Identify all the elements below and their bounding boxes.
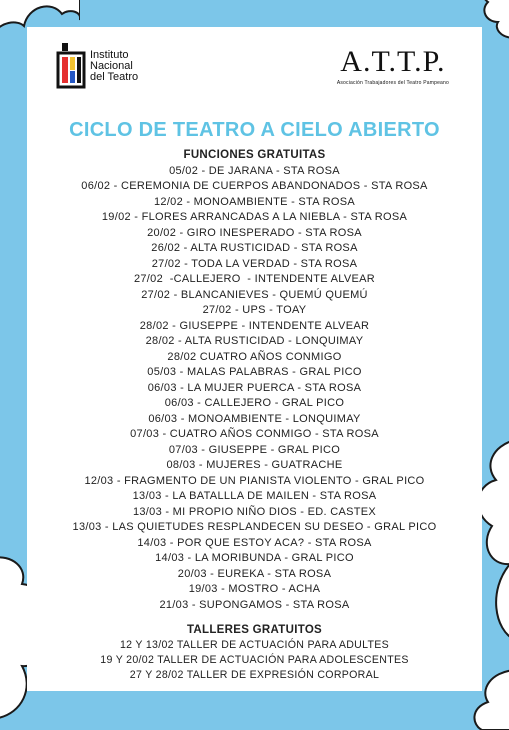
poster-card [27, 27, 482, 691]
int-logo-line-3: del Teatro [90, 70, 139, 83]
funcion-item: 08/03 - MUJERES - GUATRACHE [166, 459, 343, 471]
int-logo-icon [56, 43, 86, 89]
funcion-item: 19/03 - MOSTRO - ACHA [188, 583, 321, 595]
funcion-item: 12/02 - MONOAMBIENTE - STA ROSA [153, 195, 356, 208]
funcion-item: 21/03 - SUPONGAMOS - STA ROSA [159, 598, 350, 611]
poster-title: CICLO DE TEATRO A CIELO ABIERTO [69, 119, 440, 141]
attp-logo [337, 45, 449, 86]
funcion-item: 14/03 - LA MORIBUNDA - GRAL PICO [155, 552, 354, 564]
funcion-item: 20/02 - GIRO INESPERADO - STA ROSA [147, 226, 362, 239]
funcion-item: 12/03 - FRAGMENTO DE UN PIANISTA VIOLENTO - GRAL PICO [84, 474, 425, 487]
funcion-item: 20/03 - EUREKA - STA ROSA [177, 567, 332, 580]
funciones-list [27, 148, 482, 613]
taller-item: 27 Y 28/02 TALLER DE EXPRESIÓN CORPORAL [129, 669, 380, 681]
funcion-item: 27/02 - UPS - TOAY [202, 304, 307, 316]
int-logo-line-2: Nacional [90, 59, 133, 72]
funcion-item: 19/02 - FLORES ARRANCADAS A LA NIEBLA - STA ROSA [101, 211, 408, 223]
funcion-item: 14/03 - POR QUE ESTOY ACA? - STA ROSA [137, 536, 372, 549]
attp-logo-subtitle: Asociación Trabajadores del Teatro Pampeano [336, 80, 449, 86]
funcion-item: 06/03 - CALLEJERO - GRAL PICO [164, 397, 345, 409]
taller-item: 12 Y 13/02 TALLER DE ACTUACIÓN PARA ADULTES [119, 639, 390, 651]
funcion-item: 07/03 - CUATRO AÑOS CONMIGO - STA ROSA [130, 428, 379, 440]
funcion-item: 27/02 - TODA LA VERDAD - STA ROSA [151, 257, 358, 270]
funcion-item: 06/03 - LA MUJER PUERCA - STA ROSA [147, 381, 362, 394]
funcion-item: 27/02 - BLANCANIEVES - QUEMÚ QUEMÚ [141, 288, 368, 301]
funcion-item: 28/02 CUATRO AÑOS CONMIGO [167, 350, 342, 363]
funcion-item: 05/03 - MALAS PALABRAS - GRAL PICO [147, 366, 362, 378]
funcion-item: 13/03 - LAS QUIETUDES RESPLANDECEN SU DESEO - GRAL PICO [72, 521, 437, 533]
funcion-item: 28/02 - ALTA RUSTICIDAD - LONQUIMAY [145, 335, 364, 347]
funcion-item: 26/02 - ALTA RUSTICIDAD - STA ROSA [151, 242, 358, 254]
funcion-item: 07/03 - GIUSEPPE - GRAL PICO [168, 443, 341, 456]
funcion-item: 05/02 - DE JARANA - STA ROSA [169, 164, 340, 177]
funcion-item: 06/02 - CEREMONIA DE CUERPOS ABANDONADOS - STA ROSA [81, 180, 428, 192]
funcion-item: 28/02 - GIUSEPPE - INTENDENTE ALVEAR [139, 319, 370, 332]
instituto-nacional-teatro-logo [56, 43, 138, 89]
funcion-item: 27/02 -CALLEJERO - INTENDENTE ALVEAR [133, 273, 376, 285]
funcion-item: 13/03 - LA BATALLLA DE MAILEN - STA ROSA [132, 490, 377, 502]
talleres-heading: TALLERES GRATUITOS [186, 624, 323, 636]
funcion-item: 13/03 - MI PROPIO NIÑO DIOS - ED. CASTEX [132, 505, 377, 518]
funciones-heading: FUNCIONES GRATUITAS [183, 149, 326, 161]
talleres-list [27, 623, 482, 683]
funcion-item: 06/03 - MONOAMBIENTE - LONQUIMAY [148, 412, 361, 425]
taller-item: 19 Y 20/02 TALLER DE ACTUACIÓN PARA ADOLESCENTES [100, 654, 409, 666]
attp-logo-mark: A.T.T.P. [340, 45, 446, 78]
int-logo-line-1: Instituto [90, 48, 129, 61]
